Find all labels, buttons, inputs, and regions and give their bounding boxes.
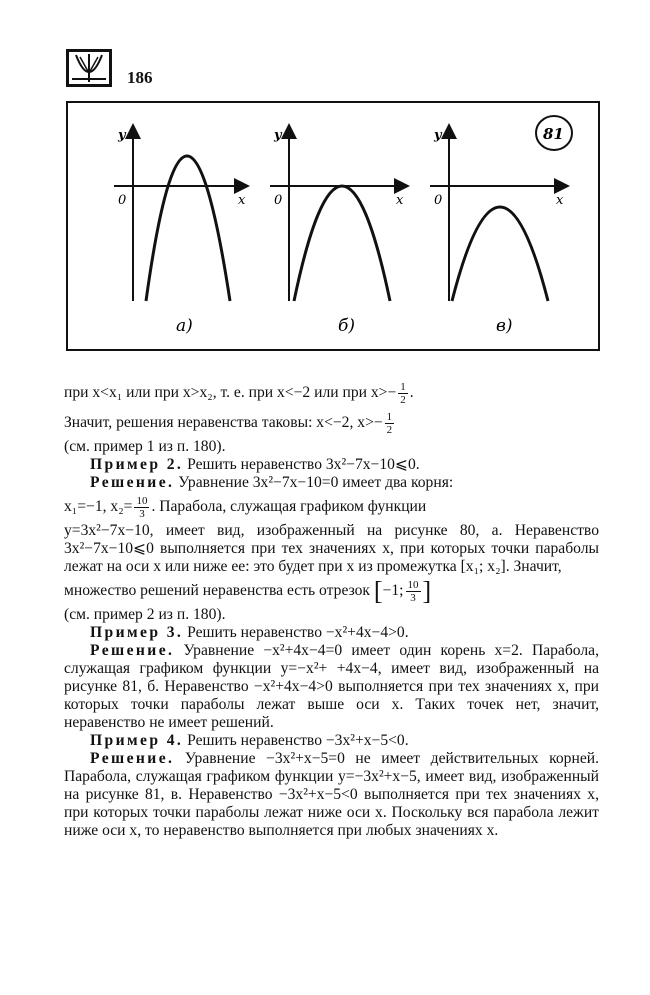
solution-2-e: (см. пример 2 из п. 180). xyxy=(64,606,226,624)
solution-3: Решение. Уравнение −x²+4x−4=0 имеет один корень x=2. Парабола, служащая графиком функции y=−x²+ +4x−4, имеет вид, изображенный на рисунке 81, б. Неравенство −x²+4x−4>0 выполняется при тех значениях x, при которых точки параболы лежат выше оси x. Таких точек нет, значит, неравенство не имеет решений. xyxy=(64,642,599,732)
caption-c: в) xyxy=(496,316,513,336)
panel-c xyxy=(430,127,566,336)
figure-81 xyxy=(66,101,600,351)
page-number: 186 xyxy=(127,68,153,87)
panel-a xyxy=(114,127,246,336)
solution-2-a: Решение. Уравнение 3x²−7x−10=0 имеет два корня: xyxy=(90,474,454,491)
solution-2-d: множество решений неравенства есть отрезок [−1; $\frac{10}{3}$ ] xyxy=(64,576,432,606)
origin-c: 0 xyxy=(434,193,443,208)
line-3: (см. пример 1 из п. 180). xyxy=(64,438,226,455)
figure-number: 81 xyxy=(543,125,564,143)
origin-a: 0 xyxy=(118,193,127,208)
line-1-text: при x<x₁ или при x>x₂, т. е. при x<−2 или при x>− xyxy=(64,384,397,401)
line-2-text: Значит, решения неравенства таковы: x<−2, x>− xyxy=(64,414,383,431)
x-label-c: x xyxy=(556,193,564,208)
origin-b: 0 xyxy=(274,193,283,208)
example-2: Пример 2. Решить неравенство 3x²−7x−10⩽0. xyxy=(90,456,420,473)
parabola-c xyxy=(452,207,548,301)
figure-frame xyxy=(67,102,599,350)
parabola-a xyxy=(146,156,230,301)
x-label-b: x xyxy=(396,193,404,208)
solution-2-c: y=3x²−7x−10, имеет вид, изображенный на рисунке 80, а. Неравенство 3x²−7x−10⩽0 выполняется при тех значениях x, при которых точки параболы лежат на оси x или ниже ее: это будет при x из промежутка [x₁; x₂]. Значит, xyxy=(64,522,599,575)
line-2: Значит, решения неравенства таковы: x<−2, x>− $\frac{1}{2}$ xyxy=(64,410,393,436)
y-label-a: y xyxy=(118,128,126,143)
body-text xyxy=(64,378,599,840)
solution-2-b: x₁=−1, x₂= $\frac{10}{3}$ . Парабола, служащая графиком функции xyxy=(64,494,427,520)
parabola-b xyxy=(294,186,390,301)
line-1: при x<x₁ или при x>x₂, т. е. при x<−2 или при x>− $\frac{1}{2}$ . xyxy=(64,380,414,406)
example-3: Пример 3. Решить неравенство −x²+4x−4>0. xyxy=(90,624,409,642)
panel-b xyxy=(270,127,406,336)
example-4: Пример 4. Решить неравенство −3x²+x−5<0. xyxy=(90,732,409,750)
caption-a: а) xyxy=(176,316,193,336)
x-label-a: x xyxy=(238,193,246,208)
y-label-c: y xyxy=(434,128,442,143)
y-label-b: y xyxy=(274,128,282,143)
solution-4: Решение. Уравнение −3x²+x−5=0 не имеет действительных корней. Парабола, служащая графиком функции y=−3x²+x−5, имеет вид, изображенный на рисунке 81, в. Неравенство −3x²+x−5<0 выполняется при тех значениях x, при которых точки параболы лежат ниже оси x. Поскольку вся парабола лежит ниже оси x, то неравенство выполняется при любых значениях x. xyxy=(64,750,599,840)
caption-b: б) xyxy=(338,316,356,336)
section-logo-icon xyxy=(66,49,112,87)
